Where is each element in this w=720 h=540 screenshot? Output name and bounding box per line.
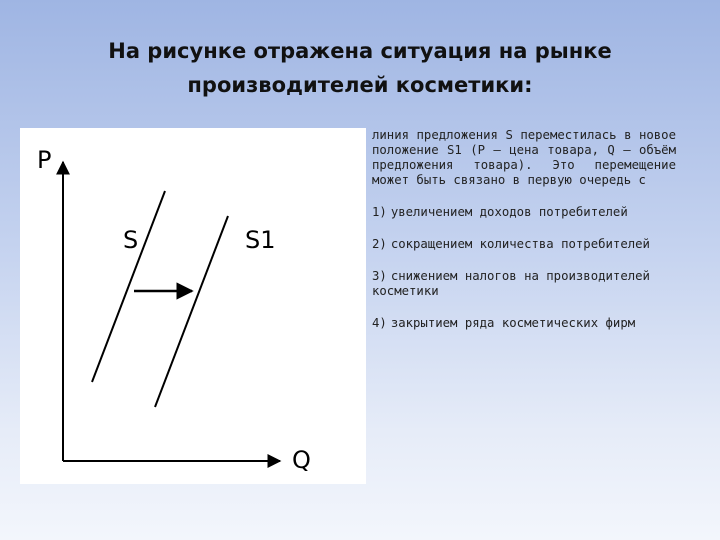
curve-s-label: S [123,226,139,254]
graph-svg [20,128,366,484]
title-line-2: производителей косметики: [187,73,533,97]
option-text: увеличением доходов потребителей [390,205,628,219]
answer-option-4 [372,316,676,331]
title-line-1: На рисунке отражена ситуация на рынке [108,39,612,63]
answer-option-3 [372,269,676,299]
option-text: сокращением количества потребителей [390,237,650,251]
option-text: закрытием ряда косметических фирм [390,316,636,330]
slide-title [60,34,660,102]
curve-s1-label: S1 [245,226,276,254]
option-text: снижением налогов на производителей косметики [372,269,650,298]
answer-option-1 [372,205,676,220]
supply-shift-graph [20,128,366,484]
x-axis-label: Q [292,446,311,474]
option-number: 4) [372,316,387,330]
option-number: 3) [372,269,387,283]
question-text [372,128,676,348]
y-axis-label: P [37,146,52,174]
question-intro: линия предложения S переместилась в новое положение S1 (P — цена товара, Q — объём предложения товара). Это перемещение может быть связано в первую очередь с [372,128,676,187]
option-number: 2) [372,237,387,251]
supply-curve-s1 [155,216,228,407]
supply-curve-s [92,191,165,382]
option-number: 1) [372,205,387,219]
answer-option-2 [372,237,676,252]
